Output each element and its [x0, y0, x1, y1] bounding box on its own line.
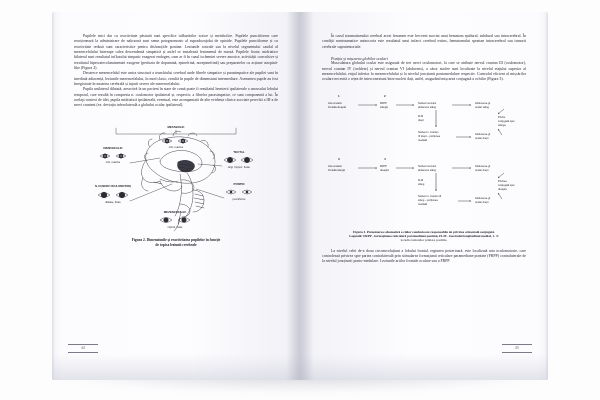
fig2-label-mezencefalic-sub: mijlocii, fixate [167, 225, 183, 229]
fig3-r1-branch-node-0: Nucleul n. cranian III drept – porțiunea medială [418, 130, 441, 142]
figure-2-svg [74, 116, 278, 234]
fig3-r1-result: Privire conjugată spre stânga [498, 115, 515, 127]
fig3-r2-branch-node-1: Adducerea gl. ocular drept [475, 196, 491, 204]
left-page-content [74, 34, 278, 354]
fig2-label-nerv-oculomotor-title: N. III (NERV OCULOMOTOR) [94, 184, 132, 188]
pupil-pair-nerv-oculomotor [98, 192, 128, 198]
open-book [52, 12, 548, 380]
fig3-r1-branch-label: FLM drept [418, 114, 424, 122]
figure-2-caption [74, 238, 278, 248]
fig2-label-pontin-sub: punctiforme [232, 197, 246, 201]
fig3-r2-node-0: Aria oculară frontală stângă [328, 164, 345, 172]
right-page-number [502, 342, 532, 354]
fig2-label-tectal-title: TECTAL [233, 149, 245, 154]
fig3-r1-result-arrow-bottom [498, 129, 502, 135]
paragraph: Deoarece mezencefalul este unica structură a trunchiului cerebral unde fibrele simpatice și parasimpatice ale pupilei sunt în imediată adiacență, leziunile mezencefalului, în mod clasic, rezultă în pupile de dimensiuni intermediare. Asemenea pupile au fost înregistrate în moartea cerebrală și injurii severe ale mezencefalului. [74, 71, 278, 87]
folio-value: 44 [80, 346, 86, 350]
fig3-r2-node-3: Abducerea gl. ocular drept [475, 164, 491, 172]
right-page-curl [300, 354, 548, 380]
fig3-r2-result-arrow-bottom [498, 193, 502, 199]
fig2-label-diencefalic-title: DIENCEFALIC [103, 145, 123, 150]
right-page [300, 12, 548, 380]
fig2-label-metabolic-sub: mici, reactive [168, 145, 184, 149]
fig3-r1-branch-node-1: Adducerea gl. ocular drept [475, 132, 491, 140]
figure-2-brain-pupil-diagram [74, 116, 278, 234]
left-page-curl [52, 354, 300, 380]
fig3-r1-node-3: Abducerea gl. ocular stâng [475, 101, 491, 109]
figure-2-caption-line-1: Figura 2. Dimensiunile și reactivitatea pupilelor în funcție [131, 237, 221, 242]
fig2-label-metabolic-title: METABOLIC [167, 124, 185, 129]
fig3-r2-result-arrow-top [498, 173, 504, 178]
folio-rule-bottom [502, 352, 532, 353]
figure-2-caption-line-2: de topica leziunii cerebrale [155, 242, 197, 247]
fig2-label-mezencefalic-title: MEZENCEFALIC [163, 209, 187, 214]
pupil-pair-mezencefalic [160, 217, 190, 222]
figure-3-svg [322, 91, 526, 227]
fig3-marker-2: 2 [384, 93, 386, 98]
figure-3-caption [322, 230, 526, 243]
fig3-r1-result-arrow-top [498, 109, 504, 114]
pupil-pair-tectal [224, 157, 253, 162]
pupil-pair-pontin [226, 190, 252, 194]
fig3-r2-node-1: FRPP dreaptă [380, 164, 389, 172]
folio-rule-top [68, 344, 98, 345]
left-page-number [68, 342, 98, 354]
figure-3-caption-line-1: Figura 3. Prezentarea schematică a căilor conductoare responsabile de privirea orizontală conjugată. [353, 229, 495, 234]
pupil-pair-metabolic [162, 139, 188, 143]
paragraph: Pupila unilateral dilatată, areactivă la un pacient în stare de comă poate fi rezultatul hernierii ipsilaterale a uncusului lobului temporal, care rezultă în compresia n. oculomotor ipsilateral și, respectiv, a fibrelor parasimpatice, ce sunt componentă a lui. În acelaşi context de idei, pupila midriatică ipsilaterală, eventual, este acompaniată de alte evidențe clinice asociate perechii a III-a de nervi cranieni (ex. deviația inferolaterală a globului ocular ipsilateral). [74, 87, 278, 108]
fig3-r2-branch-label: FLM stâng [418, 178, 425, 186]
right-page-outer-edge [545, 12, 548, 380]
figure-3-caption-line-3: locurile leziunilor primare posibile. [400, 238, 448, 243]
left-page-outer-edge [52, 12, 55, 380]
fig2-label-diencefalic-sub: mici, reactive [105, 160, 121, 164]
section-heading: Poziția și mișcarea globilor oculari [331, 56, 388, 62]
paragraph: În cazul traumatismului cerebral acest fenomen este frecvent asociat unui hematom epidural, subdural sau intracerebral. În condiții nontraumatice anizocoria este rezultatul unui infarct cerebral extins, hematomului spontan intracerebral sau tumorii cerebrale supratentoriale. [322, 34, 526, 49]
paragraph: La nivelul celei de-a doua circumvoluțiuni a lobului frontal, regiunea posterioară, este localizată aria oculomotorie, care controlează privirea spre partea contralaterală prin stimularea formațiunii reticulare paramediane pontine (FRPP) contralaterale de la nivelul joncțiunii ponto-medulare. Leziunile ariilor frontale oculare sau a FRPP [322, 248, 526, 264]
fig3-r2-result: Privirea conjugată spre dreapta [498, 179, 515, 191]
paragraph: Musculatura globului ocular este asigurată de trei nervi oculomotori, la care se atribuie nervul cranian III (oculomotor), nervul cranian IV (trohlear) și nervul cranian VI (abducens), a căror nuclee sunt localizate la nivelul etajului superior al mezencefalului, etajul inferior la mezencefalului și la nivelul joncțiunii pontomedulare respectiv. Controlul eficient al mișcărilor oculare necesită o rețea de interconexiuni între nucleii dați, astfel, asigurând mișcarea conjugată a ochilor (Figura 3). [322, 61, 526, 82]
fig2-label-nerv-oculomotor-sub: dilatate, fixate [105, 200, 121, 204]
fig3-marker-3: 3 [338, 156, 340, 161]
paragraph: Pupilele mici dar cu reactivitate păstrată sunt specifice tulburărilor toxice și metabolice. Pupilele punctiforme care reacționează la administrare de naloxonă sunt semn patognomonic al supradozajului de opioide. Pupilele punctiforme și cu reactivitate redusă sunt caracteristice pentru disfuncțiile pontine. Leziunile rostrale sau la nivelul segmentului caudal al mezencefalului întrerupe calea descendentă simpatică și astfel se instalează fenomenul de mioză. Pupilele fixate, midriatice bilateral sunt rezultatul influxului simpatic exagerat endogen, cum ar fi în cazul ischemiei severe anoxice, activității convulsive și rezultatul hipercatecolaminemiei exogene (perfuzia de dopamină, epinefrină, norepinefrină) sau preparatelor cu acțiune atropină-like (Figura 2). [74, 34, 278, 71]
fig2-label-pontin-title: PONTIN [233, 181, 245, 186]
fig3-r1-node-2: Nucleul nervului abducens stâng [418, 101, 437, 109]
left-page [52, 12, 300, 380]
folio-rule-bottom [68, 352, 98, 353]
right-page-content [322, 34, 526, 354]
fig3-marker-4: 4 [384, 156, 386, 161]
pupil-pair-diencefalic [100, 154, 126, 158]
figure-3-gaze-flowchart [322, 91, 526, 227]
folio-rule-top [502, 344, 532, 345]
figure-3-caption-line-2: Legendă: FRPP - formațiunea reticulară paramediană pontină, FLM - fasciculul longitudinal medial, 1- 4: [349, 234, 499, 239]
fig3-r1-node-1: FRPP stângă [380, 101, 388, 109]
fig3-marker-1: 1 [338, 93, 340, 98]
fig3-r2-branch-node-0: Nucleul n. cranian III stâng – porțiunea medială [418, 194, 442, 206]
folio-value: 45 [514, 346, 520, 350]
fig3-r1-node-0: Aria oculară frontală dreaptă [328, 101, 346, 109]
fig3-r2-node-2: Nucleul nervului abducens stâng [418, 164, 437, 172]
fig2-label-tectal-sub: largi, 'hippus', fixate [228, 165, 250, 169]
